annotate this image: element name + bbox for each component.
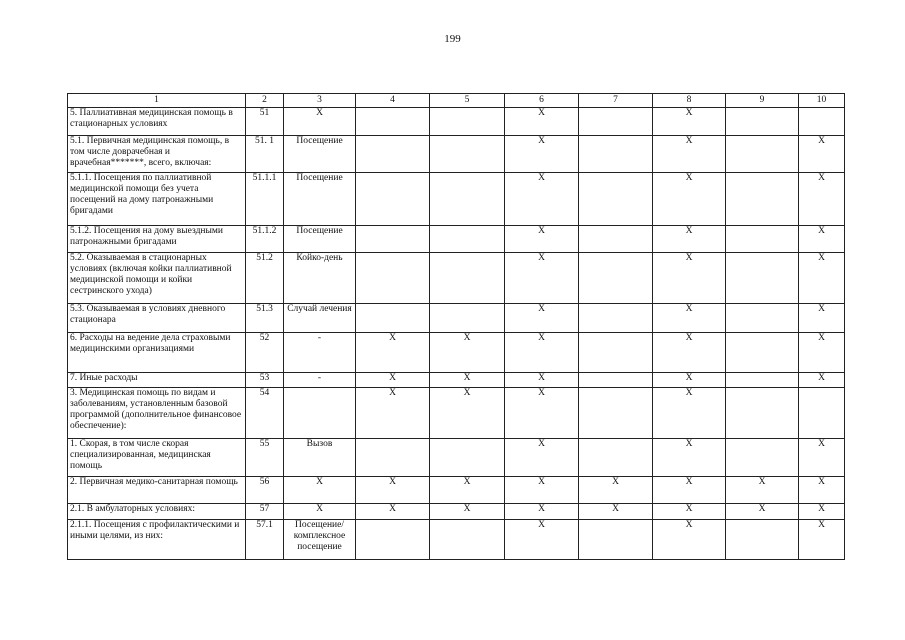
table-cell xyxy=(356,304,430,333)
table-cell xyxy=(579,253,653,304)
table-cell: X xyxy=(505,136,579,173)
column-header: 2 xyxy=(246,94,284,108)
table-cell: Посещение/ комплексное посещение xyxy=(284,520,356,560)
column-header: 1 xyxy=(68,94,246,108)
table-cell: X xyxy=(505,477,579,504)
data-table xyxy=(67,93,845,560)
table-cell: X xyxy=(356,333,430,373)
table-cell xyxy=(726,136,799,173)
table-cell xyxy=(579,388,653,439)
table-cell xyxy=(356,173,430,226)
table-row xyxy=(68,333,845,373)
table-cell: 56 xyxy=(246,477,284,504)
table-cell xyxy=(579,520,653,560)
table-cell: X xyxy=(799,333,845,373)
table-cell: X xyxy=(430,333,505,373)
table-cell xyxy=(430,226,505,253)
table-cell: X xyxy=(284,108,356,136)
table-cell xyxy=(356,253,430,304)
table-row xyxy=(68,226,845,253)
table-cell: X xyxy=(356,373,430,388)
table-row xyxy=(68,477,845,504)
table-cell: X xyxy=(653,333,726,373)
table-cell: X xyxy=(430,373,505,388)
table-cell: 55 xyxy=(246,439,284,477)
table-cell: X xyxy=(356,388,430,439)
table-cell: 51 xyxy=(246,108,284,136)
column-header: 5 xyxy=(430,94,505,108)
table-cell: X xyxy=(505,504,579,520)
table-cell: X xyxy=(356,504,430,520)
table-row xyxy=(68,108,845,136)
table-cell: X xyxy=(653,304,726,333)
table-row xyxy=(68,439,845,477)
table-cell: X xyxy=(653,477,726,504)
table-cell: X xyxy=(505,333,579,373)
row-label: 5.1.1. Посещения по паллиативной медицинской помощи без учета посещений на дому патронажными бригадами xyxy=(68,173,246,226)
table-cell: X xyxy=(356,477,430,504)
table-cell: Посещение xyxy=(284,226,356,253)
table-cell xyxy=(726,226,799,253)
table-cell xyxy=(726,388,799,439)
table-cell: X xyxy=(799,226,845,253)
table-cell xyxy=(799,108,845,136)
table-cell xyxy=(579,226,653,253)
table-cell xyxy=(356,520,430,560)
table-cell: X xyxy=(505,173,579,226)
table-cell: X xyxy=(579,504,653,520)
row-label: 6. Расходы на ведение дела страховыми медицинскими организациями xyxy=(68,333,246,373)
table-cell xyxy=(430,108,505,136)
table-cell: X xyxy=(799,173,845,226)
table-cell: X xyxy=(430,388,505,439)
table-cell: X xyxy=(505,388,579,439)
table-cell: X xyxy=(505,520,579,560)
table-cell: 51.1.1 xyxy=(246,173,284,226)
table-cell: X xyxy=(799,253,845,304)
row-label: 2.1.1. Посещения с профилактическими и иными целями, из них: xyxy=(68,520,246,560)
table-row xyxy=(68,136,845,173)
table-cell: X xyxy=(799,504,845,520)
table-cell: 51.3 xyxy=(246,304,284,333)
row-label: 5. Паллиативная медицинская помощь в стационарных условиях xyxy=(68,108,246,136)
table-cell: X xyxy=(505,253,579,304)
table-cell: 51. 1 xyxy=(246,136,284,173)
table-row xyxy=(68,373,845,388)
table-cell xyxy=(726,520,799,560)
table-cell: X xyxy=(799,304,845,333)
table-cell: X xyxy=(799,439,845,477)
table-cell: X xyxy=(653,388,726,439)
table-cell xyxy=(579,136,653,173)
table-cell xyxy=(430,439,505,477)
column-header: 9 xyxy=(726,94,799,108)
table-cell xyxy=(726,373,799,388)
table-cell: Вызов xyxy=(284,439,356,477)
table-cell: X xyxy=(653,439,726,477)
table-cell xyxy=(579,439,653,477)
column-header: 3 xyxy=(284,94,356,108)
table-cell xyxy=(430,304,505,333)
table-row xyxy=(68,504,845,520)
table-cell xyxy=(356,136,430,173)
table-cell: X xyxy=(799,520,845,560)
table-row xyxy=(68,520,845,560)
table-cell xyxy=(726,108,799,136)
table-cell xyxy=(356,108,430,136)
table-cell: X xyxy=(799,373,845,388)
table-row xyxy=(68,388,845,439)
table-cell: 51.2 xyxy=(246,253,284,304)
table-cell: 57 xyxy=(246,504,284,520)
table-cell xyxy=(726,253,799,304)
table-cell: X xyxy=(653,226,726,253)
table-cell: - xyxy=(284,373,356,388)
table-cell: X xyxy=(799,136,845,173)
table-cell: X xyxy=(505,439,579,477)
table-cell: X xyxy=(505,226,579,253)
table-cell: X xyxy=(284,504,356,520)
table-cell xyxy=(799,388,845,439)
table-cell xyxy=(430,520,505,560)
column-header: 10 xyxy=(799,94,845,108)
table-cell: 54 xyxy=(246,388,284,439)
row-label: 2.1. В амбулаторных условиях: xyxy=(68,504,246,520)
table-cell xyxy=(430,136,505,173)
table-cell: X xyxy=(726,504,799,520)
table-cell: 53 xyxy=(246,373,284,388)
row-label: 3. Медицинская помощь по видам и заболеваниям, установленным базовой программой (дополнительное финансовое обеспечение): xyxy=(68,388,246,439)
table-cell: X xyxy=(505,304,579,333)
column-header: 4 xyxy=(356,94,430,108)
header-row xyxy=(68,94,845,108)
table-cell: X xyxy=(430,504,505,520)
table-cell: 51.1.2 xyxy=(246,226,284,253)
table-cell xyxy=(726,304,799,333)
row-label: 5.1. Первичная медицинская помощь, в том числе доврачебная и врачебная*******, всего, включая: xyxy=(68,136,246,173)
row-label: 7. Иные расходы xyxy=(68,373,246,388)
table-cell: Посещение xyxy=(284,173,356,226)
table-cell xyxy=(430,253,505,304)
table-row xyxy=(68,253,845,304)
table-cell xyxy=(579,304,653,333)
table-cell: X xyxy=(653,173,726,226)
table-cell: X xyxy=(505,108,579,136)
table-cell: X xyxy=(430,477,505,504)
table-cell: X xyxy=(653,504,726,520)
table-cell: 52 xyxy=(246,333,284,373)
column-header: 7 xyxy=(579,94,653,108)
table-cell xyxy=(430,173,505,226)
column-header: 6 xyxy=(505,94,579,108)
table-cell: X xyxy=(799,477,845,504)
table-cell: X xyxy=(653,373,726,388)
table-cell: Посещение xyxy=(284,136,356,173)
table-cell: X xyxy=(284,477,356,504)
table-cell: X xyxy=(653,108,726,136)
column-header: 8 xyxy=(653,94,726,108)
table-cell: X xyxy=(653,136,726,173)
table-cell: - xyxy=(284,333,356,373)
table-cell xyxy=(356,226,430,253)
row-label: 5.3. Оказываемая в условиях дневного стационара xyxy=(68,304,246,333)
table-cell xyxy=(579,173,653,226)
table-cell: Койко-день xyxy=(284,253,356,304)
table-cell xyxy=(579,333,653,373)
row-label: 1. Скорая, в том числе скорая специализированная, медицинская помощь xyxy=(68,439,246,477)
table-cell xyxy=(356,439,430,477)
table-cell: X xyxy=(653,520,726,560)
table-cell xyxy=(726,439,799,477)
table-cell: X xyxy=(653,253,726,304)
table-cell: X xyxy=(579,477,653,504)
row-label: 2. Первичная медико-санитарная помощь xyxy=(68,477,246,504)
table-cell: 57.1 xyxy=(246,520,284,560)
table-row xyxy=(68,304,845,333)
table-cell: X xyxy=(505,373,579,388)
table-row xyxy=(68,173,845,226)
table-cell xyxy=(579,108,653,136)
page-number: 199 xyxy=(444,33,461,45)
row-label: 5.1.2. Посещения на дому выездными патронажными бригадами xyxy=(68,226,246,253)
row-label: 5.2. Оказываемая в стационарных условиях (включая койки паллиативной медицинской помощи и койки сестринского ухода) xyxy=(68,253,246,304)
table-cell xyxy=(726,173,799,226)
table-cell: X xyxy=(726,477,799,504)
table-cell: Случай лечения xyxy=(284,304,356,333)
table-cell xyxy=(726,333,799,373)
table-cell xyxy=(579,373,653,388)
table-cell xyxy=(284,388,356,439)
